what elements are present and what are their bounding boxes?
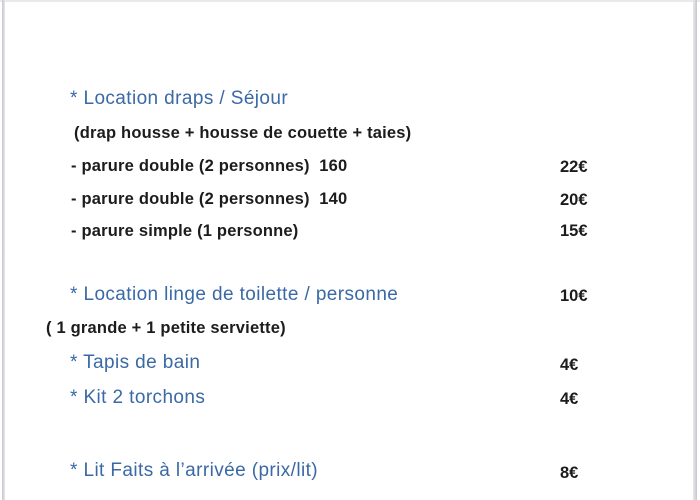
item-label-parure-double-160: - parure double (2 personnes) 160 — [71, 157, 348, 175]
section-title-tapis-de-bain: * Tapis de bain — [70, 352, 201, 373]
page-right-border — [693, 0, 697, 500]
section-title-lit-faits: * Lit Faits à l’arrivée (prix/lit) — [70, 460, 318, 481]
item-label-parure-simple: - parure simple (1 personne) — [71, 222, 299, 240]
item-label-parure-double-140: - parure double (2 personnes) 140 — [71, 190, 348, 208]
item-price-linge-toilette: 10€ — [560, 287, 588, 305]
page-left-border — [2, 0, 5, 500]
item-price-parure-double-140: 20€ — [560, 191, 588, 209]
section-title-location-draps: * Location draps / Séjour — [70, 88, 289, 109]
item-price-tapis-de-bain: 4€ — [560, 356, 579, 374]
item-price-parure-simple: 15€ — [560, 222, 588, 240]
item-price-parure-double-160: 22€ — [560, 158, 588, 176]
section-subtitle-linge-contents: ( 1 grande + 1 petite serviette) — [46, 319, 286, 337]
item-price-lit-faits: 8€ — [560, 464, 579, 482]
section-title-kit-torchons: * Kit 2 torchons — [70, 387, 206, 408]
page-top-border — [0, 0, 700, 2]
section-subtitle-draps-contents: (drap housse + housse de couette + taies) — [74, 124, 412, 142]
section-title-linge-toilette: * Location linge de toilette / personne — [70, 284, 399, 305]
item-price-kit-torchons: 4€ — [560, 390, 579, 408]
